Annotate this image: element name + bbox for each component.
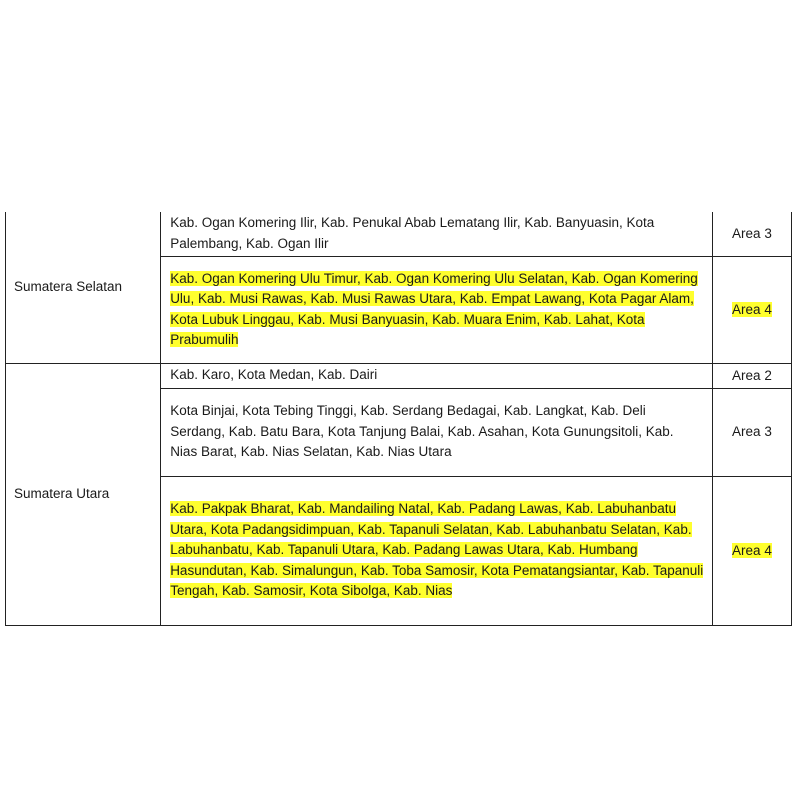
- area-cell-highlighted: [712, 477, 791, 626]
- districts-text: Kab. Ogan Komering Ilir, Kab. Penukal Abab Lematang Ilir, Kab. Banyuasin, Kota Palembang, Kab. Ogan Ilir: [170, 215, 655, 251]
- districts-text-highlighted: Kab. Pakpak Bharat, Kab. Mandailing Natal, Kab. Padang Lawas, Kab. Labuhanbatu Utara, Kota Padangsidimpuan, Kab. Tapanuli Selatan, Kab. Labuhanbatu Selatan, Kab. Labuhanbatu, Kab. Tapanuli Utara, Kab. Padang Lawas Utara, Kab. Humbang Hasundutan, Kab. Simalungun, Kab. Toba Samosir, Kota Pematangsiantar, Kab. Tapanuli Tengah, Kab. Samosir, Kota Sibolga, Kab. Nias: [170, 501, 704, 599]
- area-label-highlighted: Area 4: [732, 542, 772, 558]
- districts-text: Kota Binjai, Kota Tebing Tinggi, Kab. Serdang Bedagai, Kab. Langkat, Kab. Deli Serdang, Kab. Batu Bara, Kota Tanjung Balai, Kab. Asahan, Kota Gunungsitoli, Kab. Nias Barat, Kab. Nias Selatan, Kab. Nias Utara: [170, 403, 674, 460]
- districts-cell-highlighted: [161, 477, 713, 626]
- districts-cell-highlighted: [161, 257, 713, 364]
- area-table: [5, 212, 792, 626]
- area-label: Area 3: [732, 225, 772, 241]
- districts-text: Kab. Karo, Kota Medan, Kab. Dairi: [170, 367, 378, 383]
- area-label-highlighted: Area 4: [732, 301, 772, 317]
- province-name: Sumatera Utara: [14, 486, 110, 502]
- districts-cell: [161, 212, 713, 257]
- area-cell-highlighted: [712, 257, 791, 364]
- province-name: Sumatera Selatan: [14, 279, 123, 295]
- table-row-sumut-area2: [6, 364, 792, 389]
- districts-cell: [161, 364, 713, 389]
- area-label: Area 2: [732, 367, 772, 383]
- area-cell: [712, 364, 791, 389]
- districts-text-highlighted: Kab. Ogan Komering Ulu Timur, Kab. Ogan Komering Ulu Selatan, Kab. Ogan Komering Ulu, Kab. Musi Rawas, Kab. Musi Rawas Utara, Kab. Empat Lawang, Kota Pagar Alam, Kota Lubuk Linggau, Kab. Musi Banyuasin, Kab. Muara Enim, Kab. Lahat, Kota Prabumulih: [170, 270, 698, 347]
- area-label: Area 3: [732, 424, 772, 440]
- province-cell-sumatera-utara: [6, 364, 161, 626]
- table-row-sumsel-area3: [6, 212, 792, 257]
- area-cell: [712, 389, 791, 477]
- province-cell-sumatera-selatan: [6, 212, 161, 364]
- districts-cell: [161, 389, 713, 477]
- area-cell: [712, 212, 791, 257]
